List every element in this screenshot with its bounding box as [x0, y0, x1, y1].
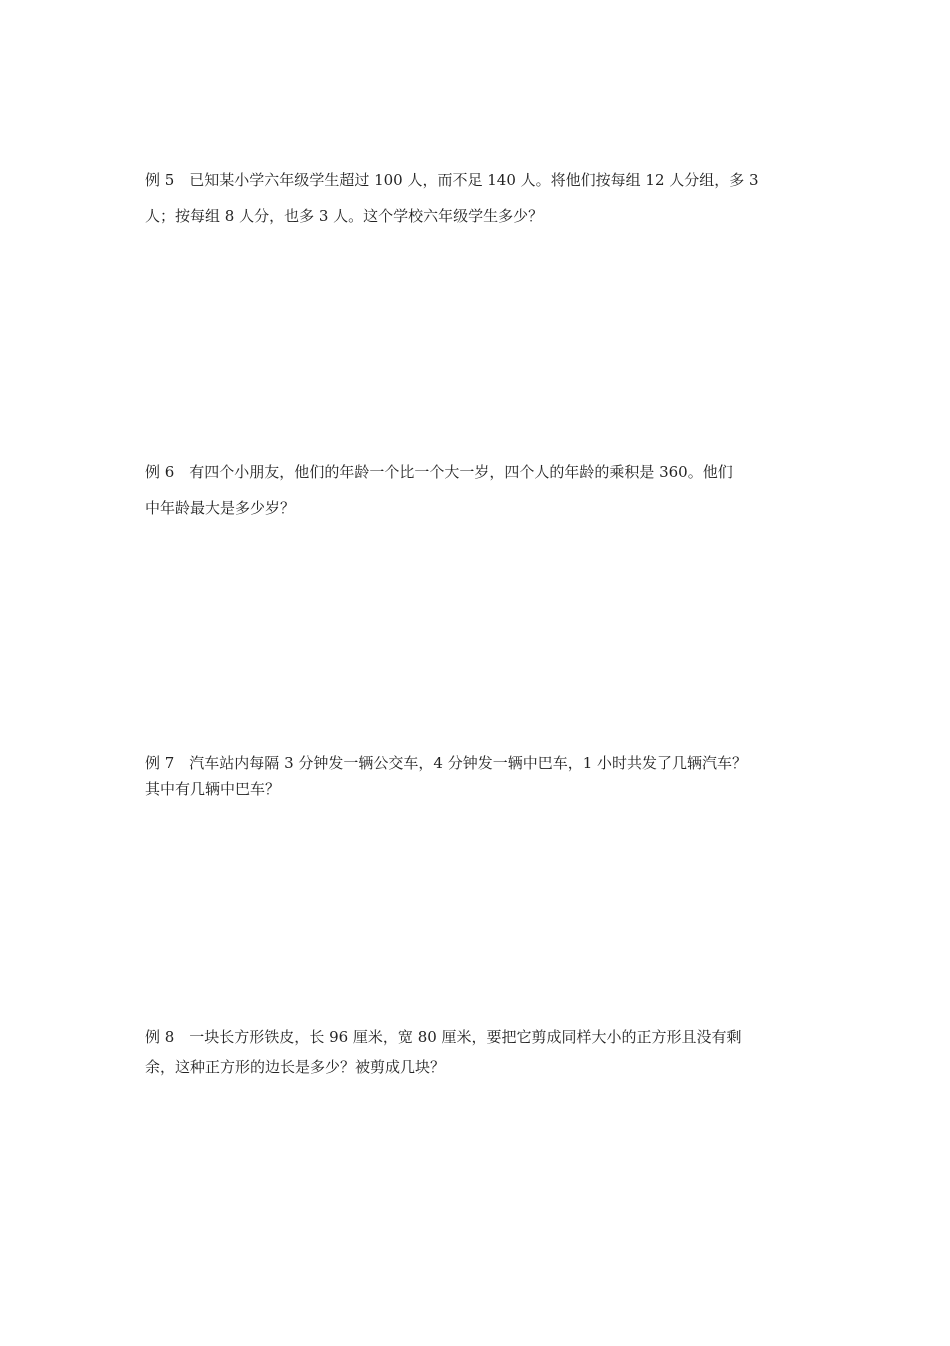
- example-7-problem: [145, 753, 813, 805]
- problem-text-line: 其中有几辆中巴车？: [145, 780, 281, 798]
- problem-text-line: 例 7 汽车站内每隔 3 分钟发一辆公交车，4 分钟发一辆中巴车，1 小时共发了几辆汽车？: [145, 754, 748, 772]
- problem-text-line: 中年龄最大是多少岁？: [145, 499, 296, 517]
- problem-text-line: 人；按每组 8 人分，也多 3 人。这个学校六年级学生多少？: [145, 207, 544, 225]
- problem-text-line: 例 8 一块长方形铁皮，长 96 厘米，宽 80 厘米，要把它剪成同样大小的正方形且没有剩: [145, 1028, 742, 1046]
- problem-text-line: 例 6 有四个小朋友，他们的年龄一个比一个大一岁，四个人的年龄的乘积是 360。他们: [145, 463, 733, 481]
- problem-text-line: 余，这种正方形的边长是多少？被剪成几块？: [145, 1058, 446, 1076]
- example-5-problem: [145, 170, 813, 242]
- problem-text-line: 例 5 已知某小学六年级学生超过 100 人，而不足 140 人。将他们按每组 12 人分组，多 3: [145, 171, 759, 189]
- example-8-problem: [145, 1027, 813, 1087]
- example-6-problem: [145, 462, 813, 534]
